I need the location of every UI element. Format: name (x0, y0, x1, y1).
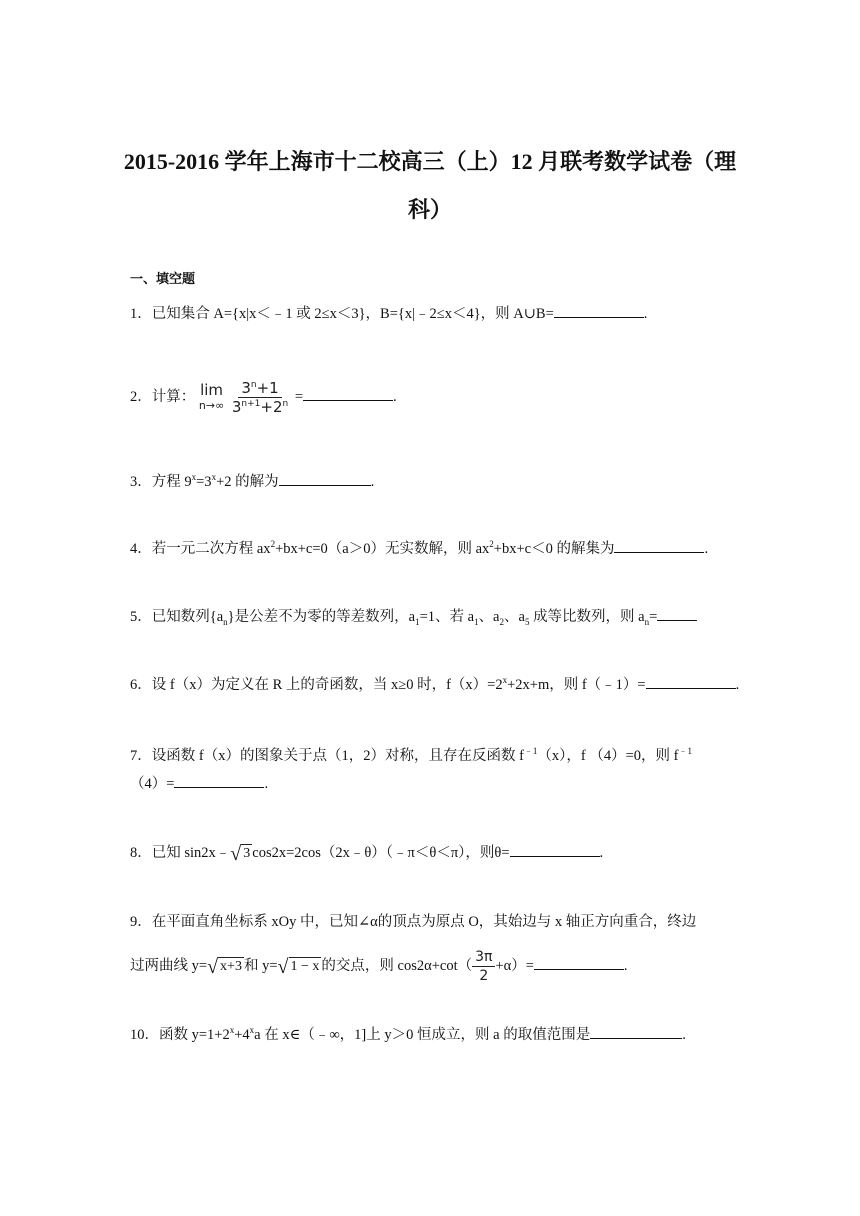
question-1: 1．已知集合 A={x|x＜﹣1 或 2≤x＜3}，B={x|﹣2≤x＜4}，则 A∪B= . (130, 303, 735, 325)
question-7: 7．设函数 f（x）的图象关于点（1，2）对称，且存在反函数 $f^{﹣1}(x)$，f （4）=0，则 $f^{﹣1}$ （4）= . (130, 746, 693, 792)
sqrt-1-minus-x-formula: √ 1 − x (277, 955, 320, 978)
question-5: 5．已知数列$\{a_n\}$是公差不为零的等差数列，$a_1=1$、若 $a_1$、$a_2$、$a_5$ 成等比数列，则 $a_n=$ (130, 606, 735, 628)
answer-blank (303, 386, 393, 401)
answer-blank (510, 842, 600, 857)
section-heading: 一、填空题 (130, 272, 196, 287)
answer-blank (614, 538, 704, 553)
answer-blank (174, 773, 264, 788)
question-6: 6．设 f（x）为定义在 R 上的奇函数，当 x≥0 时，$f(x)=2^x+2x+m$，则 f（﹣1）= . (130, 675, 740, 693)
title-line-1: 2015-2016 学年上海市十二校高三（上）12 月联考数学试卷（理 (123, 149, 737, 174)
three-pi-over-two-formula: $\frac{3\pi}{2}$ (472, 948, 495, 985)
paper-title (120, 138, 740, 234)
title-line-2: 科） (407, 197, 452, 222)
sqrt-3-formula: √ 3 (230, 842, 251, 865)
question-9: 9．在平面直角坐标系 xOy 中，已知∠α的顶点为原点 O，其始边与 x 轴正方向重合，终边 过两曲线 y= √ x+3 和 y= √ 1 − x 的交点，则 cos2α+cot（ $\frac{3\pi}{2}$ +α）= . (130, 914, 697, 984)
question-4: 4．若一元二次方程 $ax^2+bx+c=0(a>0)$无实数解，则 $ax^2+bx+c<0$ 的解集为 . (130, 539, 709, 557)
question-8: 8．已知 sin2x﹣ √ 3 cos2x=2cos（2x﹣θ）（﹣π＜θ＜π），则θ= . (130, 842, 604, 865)
answer-blank (590, 1024, 682, 1039)
answer-blank (646, 674, 736, 689)
answer-blank (657, 606, 697, 621)
answer-blank (534, 955, 624, 970)
limit-formula: lim n→∞ $\frac{3^n+1}{3^{n+1}+2^n}$ (198, 379, 289, 417)
sqrt-x-plus-3-formula: √ x+3 (207, 955, 242, 978)
answer-blank (554, 303, 644, 318)
answer-blank (279, 471, 371, 486)
question-2: 2．计算： lim n→∞ $\frac{3^n+1}{3^{n+1}+2^n}$ = . (130, 376, 735, 419)
question-10: 10．函数 $y=1+2^x+4^xa$ 在 x∈（﹣∞，1]上 y＞0 恒成立，则 a 的取值范围是 . (130, 1025, 686, 1043)
question-3: 3．方程 $9^x=3^x+2$ 的解为 . (130, 472, 375, 490)
